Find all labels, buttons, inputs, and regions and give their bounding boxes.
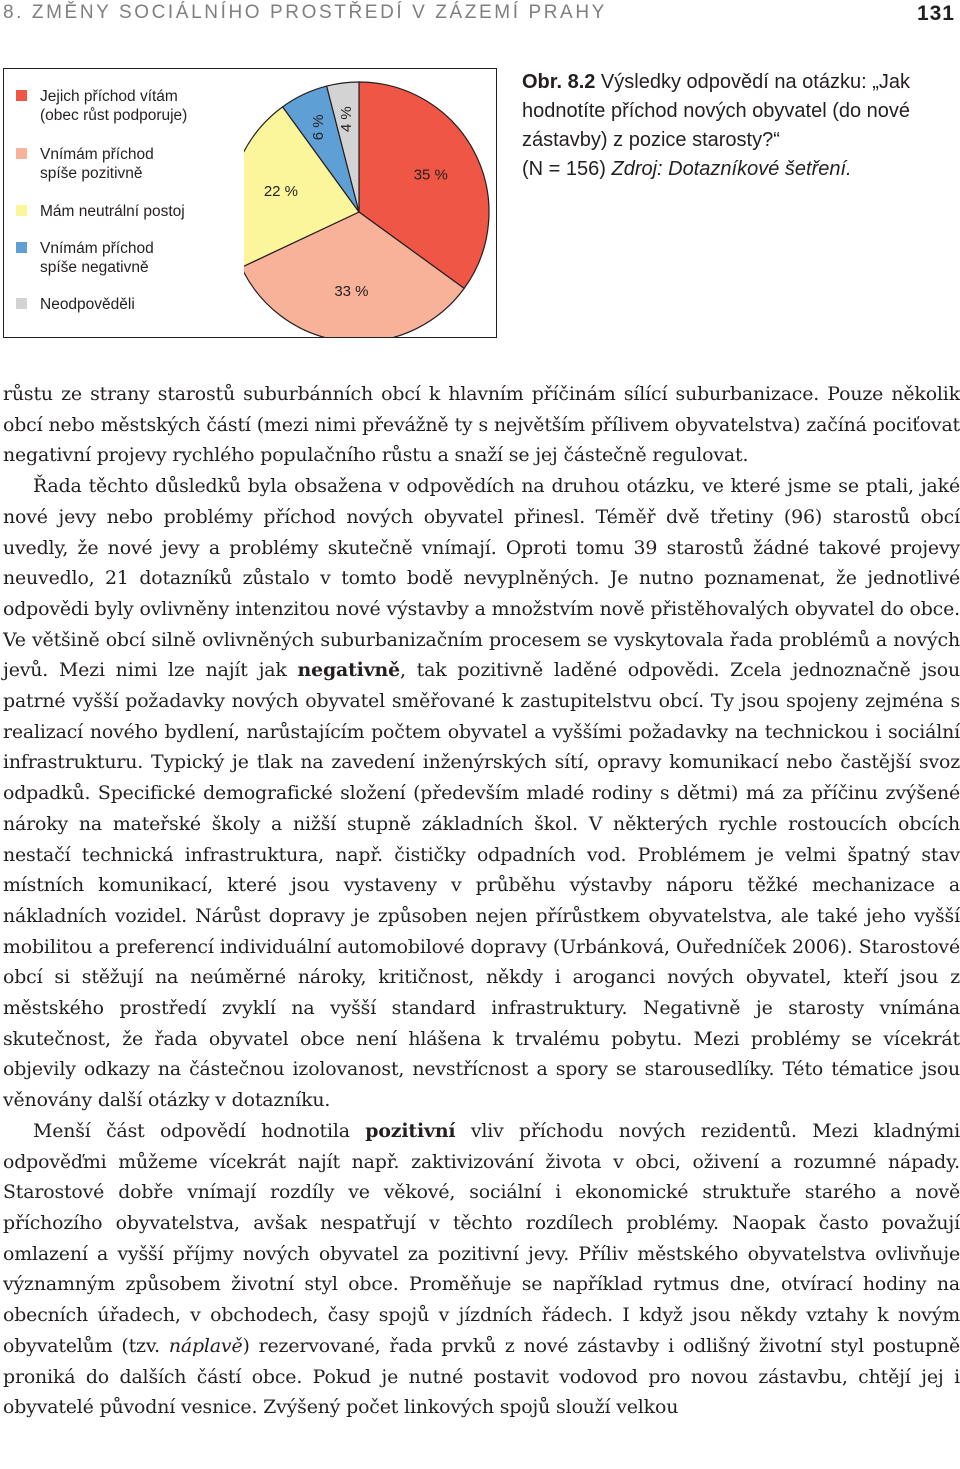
legend-label: Vnímám příchod spíše pozitivně [40,146,154,182]
pie-chart [244,69,494,337]
legend-swatch [16,148,27,159]
paragraph-text: , tak pozitivně laděné odpovědi. Zcela jednoznačně jsou patrné vyšší požadavky nových obyvatel směřované k zastupitelstvu obcí. Ty jsou spojeny zejména s realizací nového bydlení, narůstajícím počtem obyvatel a vyššími požadavky na technickou i sociální infrastrukturu. Typický je tlak na zavedení inženýrských sítí, opravy komunikací nebo častější svoz odpadků. Specifické demografické složení (především mladé rodiny s dětmi) má za příčinu zvýšené nároky na mateřské školy a nižší stupně základních škol. V některých rychle rostoucích obcích nestačí technická infrastruktura, např. čističky odpadních vod. Problémem je velmi špatný stav místních komunikací, které jsou vystaveny v průběhu výstavby náporu těžké mechanizace a nákladních vozidel. Nárůst dopravy je způsoben nejen přírůstkem obyvatelstva, ale také jeho vyšší mobilitou a preferencí individuální automobilové dopravy (Urbánková, Ouředníček 2006). Starostové obcí si stěžují na neúměrné nároky, kritičnost, někdy i aroganci nových obyvatel, kteří jsou z městského prostředí zvyklí na vyšší standard infrastruktury. Negativně je starosty vnímána skutečnost, že řada obyvatel obce není hlášena k trvalému pobytu. Mezi problémy se vícekrát objevily odkazy na částečnou izolovanost, nevstřícnost a spory se starousedlíky. Této tématice jsou věnovány další otázky v dotazníku. [3,659,960,1112]
legend-label: Vnímám příchod spíše negativně [40,240,154,276]
pie-label-welcome: 35 % [413,166,448,184]
paragraph [3,379,960,471]
chapter-title: 8. ZMĚNY SOCIÁLNÍHO PROSTŘEDÍ V ZÁZEMÍ PRAHY [3,2,607,23]
figure-question: Výsledky odpovědí na otázku: „Jak hodnotíte příchod nových obyvatel (do nové zástavby) z pozice starosty?“ [522,71,911,151]
figure-n: (N = 156) [522,158,612,180]
paragraph-text: vliv příchodu nových rezidentů. Mezi kladnými odpověďmi můžeme vícekrát najít např. zaktivizování života v obci, oživení a rozumné nápady. Starostové dobře vnímají rozdíly ve věkové, sociální i ekonomické struktuře starého a nově příchozího obyvatelstva, avšak nespatřují v těchto rozdílech problémy. Naopak často považují omlazení a vyšší příjmy nových obyvatel za pozitivní jevy. Příliv městského obyvatelstva ovlivňuje významným způsobem životní styl obce. Proměňuje se například rytmus dne, otvírací hodiny na obecních úřadech, v obchodech, časy spojů v jízdních řádech. I když jsou někdy vztahy k novým obyvatelům (tzv. [3,1119,960,1357]
legend-item-neutral [16,202,185,221]
legend-label: Jejich příchod vítám (obec růst podporuje) [40,88,188,124]
figure-caption [522,68,942,184]
emphasis-italic: náplavě [168,1334,243,1357]
body-text [3,379,960,1423]
paragraph-text: ) rezervované, řada prvků z nové zástavby i odlišný životní styl postupně proniká do dalších částí obce. Pokud je nutné postavit vodovod pro novou zástavbu, chtějí jej i obyvatelé původní vesnice. Zvýšený počet linkových spojů slouží velkou [3,1334,960,1419]
legend-item-positive [16,145,154,183]
emphasis-bold: pozitivní [365,1119,456,1142]
pie-label-no-answer: 4 % [338,106,356,133]
figure-label: Obr. 8.2 [522,71,596,93]
paragraph-text: Řada těchto důsledků byla obsažena v odpovědích na druhou otázku, ve které jsme se ptali, jaké nové jevy nebo problémy příchod nových obyvatel přinesl. Téměř dvě třetiny (96) starostů obcí uvedly, že nové jevy a problémy skutečně vnímají. Oproti tomu 39 starostů žádné takové projevy neuvedlo, 21 dotazníků zůstalo v tomto bodě nevyplněných. Je nutno poznamenat, že jednotlivé odpovědi byly ovlivněny intenzitou nové výstavby a množstvím nově přistěhovalých obyvatel do obce. Ve většině obcí silně ovlivněných suburbanizačním procesem se vyskytovala řada problémů a nových jevů. Mezi nimi lze najít jak [3,475,960,682]
legend-swatch [16,298,27,309]
legend-swatch [16,242,27,253]
legend-item-negative [16,239,154,277]
emphasis-bold: negativně [297,659,400,682]
legend-swatch [16,205,27,216]
pie-label-positive: 33 % [334,283,369,301]
legend-label: Mám neutrální postoj [40,203,185,220]
legend-item-welcome [16,87,187,125]
pie-label-neutral: 22 % [263,182,299,200]
figure-source: Zdroj: Dotazníkové šetření. [611,158,852,180]
legend-swatch [16,90,27,101]
page-number: 131 [916,2,955,25]
running-header [3,2,955,32]
paragraph [3,1116,960,1423]
paragraph-text: Menší část odpovědí hodnotila [33,1119,366,1142]
paragraph-text: růstu ze strany starostů suburbánních obcí k hlavním příčinám sílící suburbanizace. Pouze několik obcí nebo městských částí (mezi nimi převážně ty s největším přílivem obyvatelstva) začíná pociťovat negativní projevy rychlého populačního růstu a snaží se jej částečně regulovat. [3,383,960,467]
paragraph [3,471,960,1116]
pie-label-negative: 6 % [310,114,328,141]
figure-box [3,68,497,338]
legend-item-no-answer [16,295,135,314]
legend-label: Neodpověděli [40,296,135,313]
